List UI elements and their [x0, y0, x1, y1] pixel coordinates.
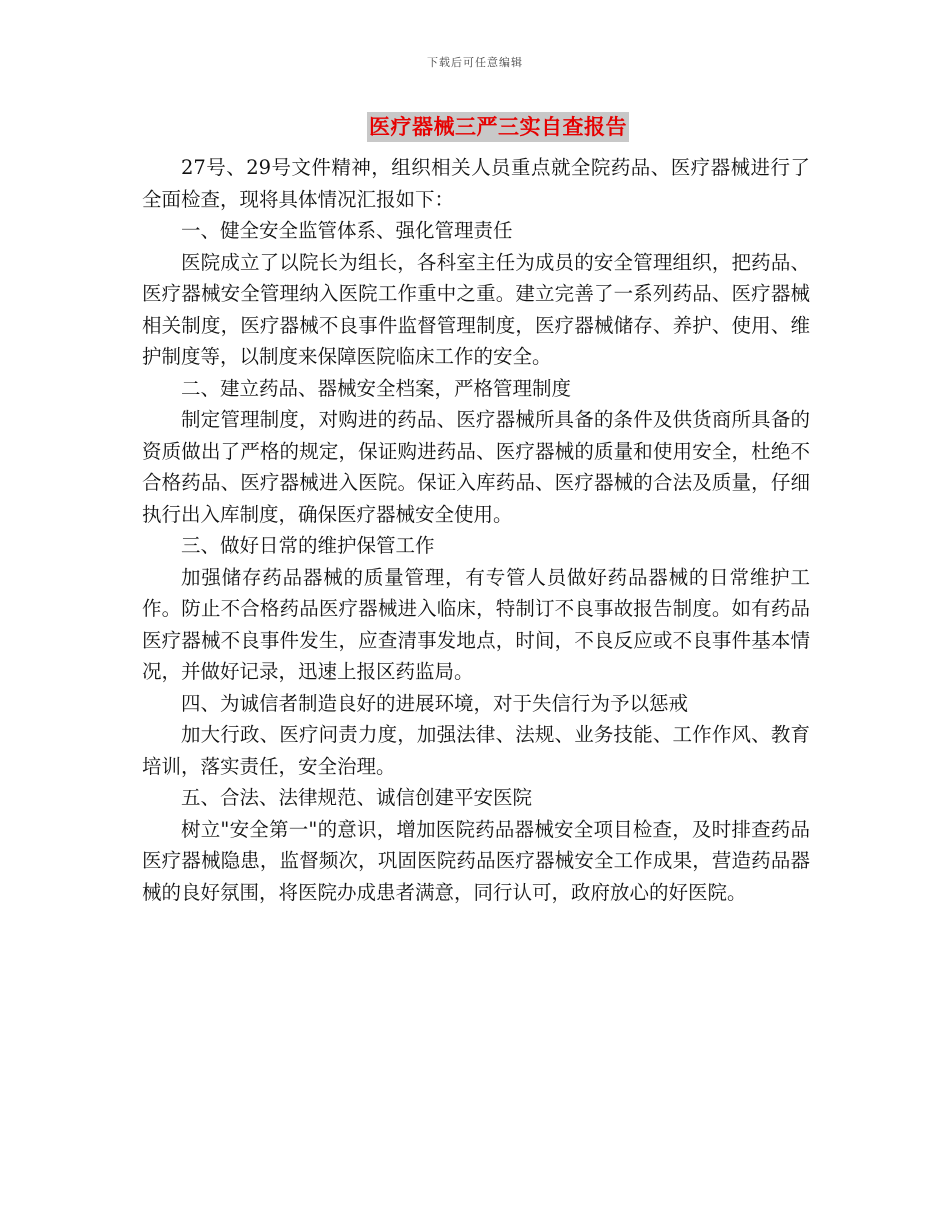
document-title: 医疗器械三严三实自查报告 — [367, 112, 629, 142]
section-heading-2: 二、建立药品、器械安全档案，严格管理制度 — [181, 376, 572, 400]
section-heading-4: 四、为诚信者制造良好的进展环境，对于失信行为予以惩戒 — [181, 691, 689, 715]
document-body — [142, 152, 810, 908]
title-container — [0, 112, 950, 142]
section-heading-5: 五、合法、法律规范、诚信创建平安医院 — [181, 786, 533, 809]
paragraph-section-2: 制定管理制度，对购进的药品、医疗器械所具备的条件及供货商所具备的资质做出了严格的规定，保证购进药品、医疗器械的质量和使用安全，杜绝不合格药品、医疗器械进入医院。保证入库药品、医疗器械的合法及质量，仔细执行出入库制度，确保医疗器械安全使用。 — [142, 408, 810, 526]
header-note: 下载后可任意编辑 — [427, 56, 523, 69]
paragraph-section-1: 医院成立了以院长为组长，各科室主任为成员的安全管理组织，把药品、医疗器械安全管理纳入医院工作重中之重。建立完善了一系列药品、医疗器械相关制度，医疗器械不良事件监督管理制度，医疗器械储存、养护、使用、维护制度等，以制度来保障医院临床工作的安全。 — [142, 250, 810, 368]
paragraph-section-4: 加大行政、医疗问责力度，加强法律、法规、业务技能、工作作风、教育培训，落实责任，安全治理。 — [142, 723, 810, 778]
paragraph-section-3: 加强储存药品器械的质量管理，有专管人员做好药品器械的日常维护工作。防止不合格药品医疗器械进入临床，特制订不良事故报告制度。如有药品医疗器械不良事件发生，应查清事发地点，时间，不良反应或不良事件基本情况，并做好记录，迅速上报区药监局。 — [142, 565, 810, 683]
paragraph-section-5: 树立"安全第一"的意识，增加医院药品器械安全项目检查，及时排查药品医疗器械隐患，监督频次，巩固医院药品医疗器械安全工作成果，营造药品器械的良好氛围，将医院办成患者满意，同行认可，政府放心的好医院。 — [142, 817, 810, 904]
paragraph-intro: 27号、29号文件精神，组织相关人员重点就全院药品、医疗器械进行了全面检查，现将具体情况汇报如下： — [142, 156, 810, 211]
section-heading-3: 三、做好日常的维护保管工作 — [181, 534, 435, 557]
section-heading-1: 一、健全安全监管体系、强化管理责任 — [181, 219, 513, 242]
